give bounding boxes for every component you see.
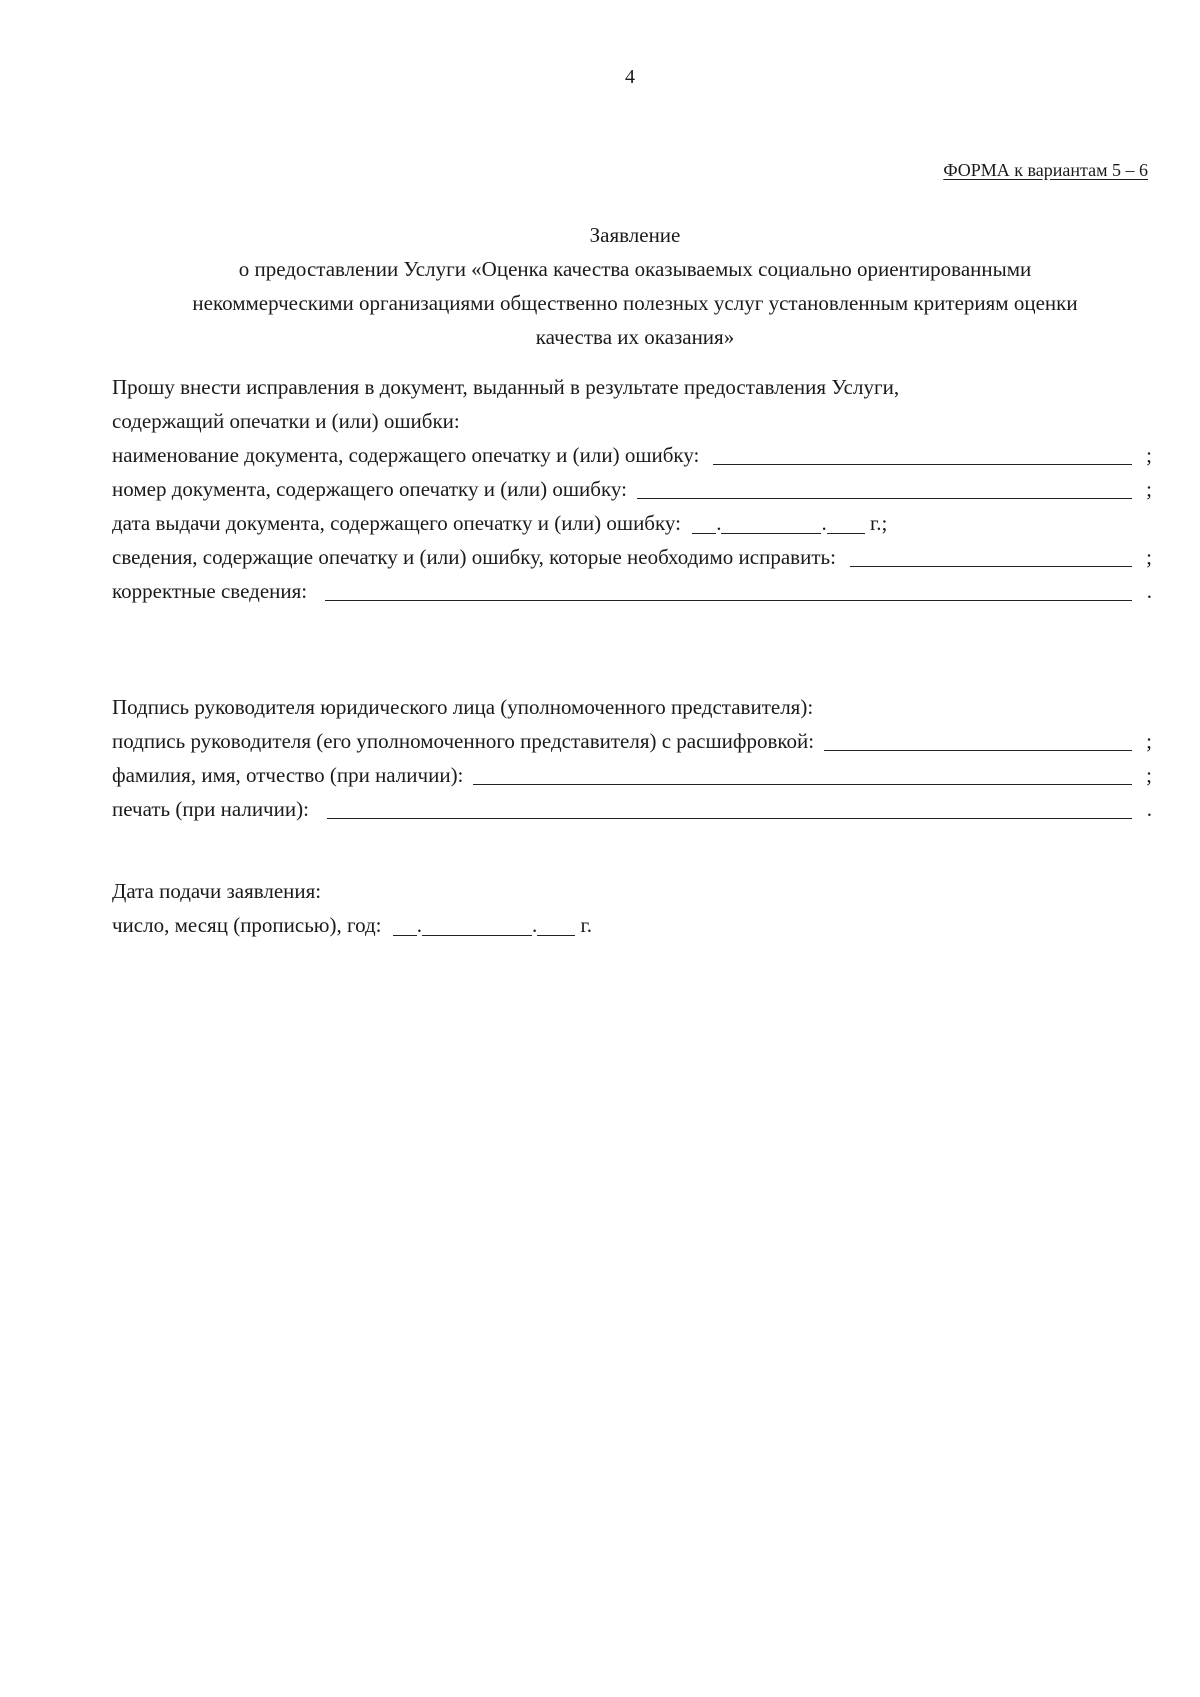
fio-field[interactable] [473, 762, 1132, 785]
fio-label: фамилия, имя, отчество (при наличии): [112, 763, 464, 787]
form-label: ФОРМА к вариантам 5 – 6 [943, 160, 1148, 180]
sign-field[interactable] [824, 728, 1132, 751]
title-line-3: качества их оказания» [535, 325, 735, 349]
title-line-2: некоммерческими организациями общественно полезных услуг установленным критериям оценки [192, 291, 1078, 315]
stamp-end: . [1146, 797, 1152, 821]
doc-name-field[interactable] [713, 442, 1132, 465]
submission-day-field[interactable] [393, 915, 417, 936]
title-heading: Заявление [589, 223, 681, 247]
stamp-label: печать (при наличии): [112, 797, 309, 821]
submission-month-field[interactable] [422, 915, 532, 936]
fio-row [112, 758, 1152, 792]
issue-date-sep-1: . [716, 511, 722, 535]
submission-date-suffix: г. [580, 913, 592, 937]
submission-date-label: число, месяц (прописью), год: [112, 913, 382, 937]
stamp-row [112, 792, 1152, 826]
correct-info-field[interactable] [325, 578, 1132, 601]
issue-year-field[interactable] [827, 513, 865, 534]
page-number: 4 [625, 66, 635, 88]
info-to-fix-end: ; [1146, 545, 1152, 569]
submission-year-field[interactable] [537, 915, 575, 936]
signature-heading: Подпись руководителя юридического лица (уполномоченного представителя): [112, 695, 814, 719]
fio-end: ; [1146, 763, 1152, 787]
issue-date-suffix: г.; [869, 511, 888, 535]
issue-month-field[interactable] [721, 513, 821, 534]
submission-date-row [112, 908, 1152, 942]
signature-section [112, 690, 1152, 826]
info-to-fix-label: сведения, содержащие опечатку и (или) ошибку, которые необходимо исправить: [112, 545, 836, 569]
issue-day-field[interactable] [692, 513, 716, 534]
doc-name-label: наименование документа, содержащего опечатку и (или) ошибку: [112, 443, 700, 467]
title-line-1: о предоставлении Услуги «Оценка качества оказываемых социально ориентированными [238, 257, 1032, 281]
correct-info-label: корректные сведения: [112, 579, 308, 603]
doc-number-row [112, 472, 1152, 506]
doc-number-label: номер документа, содержащего опечатку и (или) ошибку: [112, 477, 627, 501]
request-intro-line-2: содержащий опечатки и (или) ошибки: [112, 409, 460, 433]
doc-name-row [112, 438, 1152, 472]
submission-date-sep-2: . [532, 913, 538, 937]
stamp-field[interactable] [327, 796, 1132, 819]
submission-section [112, 874, 1152, 942]
correct-info-end: . [1146, 579, 1152, 603]
doc-number-end: ; [1146, 477, 1152, 501]
correct-info-row [112, 574, 1152, 608]
sign-row [112, 724, 1152, 758]
doc-number-field[interactable] [637, 476, 1132, 499]
sign-end: ; [1146, 729, 1152, 753]
request-intro-line-1: Прошу внести исправления в документ, выданный в результате предоставления Услуги, [112, 375, 900, 399]
document-title [110, 218, 1160, 354]
sign-label: подпись руководителя (его уполномоченного представителя) с расшифровкой: [112, 729, 815, 753]
issue-date-label: дата выдачи документа, содержащего опечатку и (или) ошибку: [112, 511, 681, 535]
submission-date-sep-1: . [416, 913, 422, 937]
issue-date-row [112, 506, 1152, 540]
submission-heading: Дата подачи заявления: [112, 879, 322, 903]
doc-name-end: ; [1146, 443, 1152, 467]
request-section [112, 370, 1152, 608]
info-to-fix-row [112, 540, 1152, 574]
info-to-fix-field[interactable] [850, 544, 1132, 567]
issue-date-sep-2: . [821, 511, 827, 535]
